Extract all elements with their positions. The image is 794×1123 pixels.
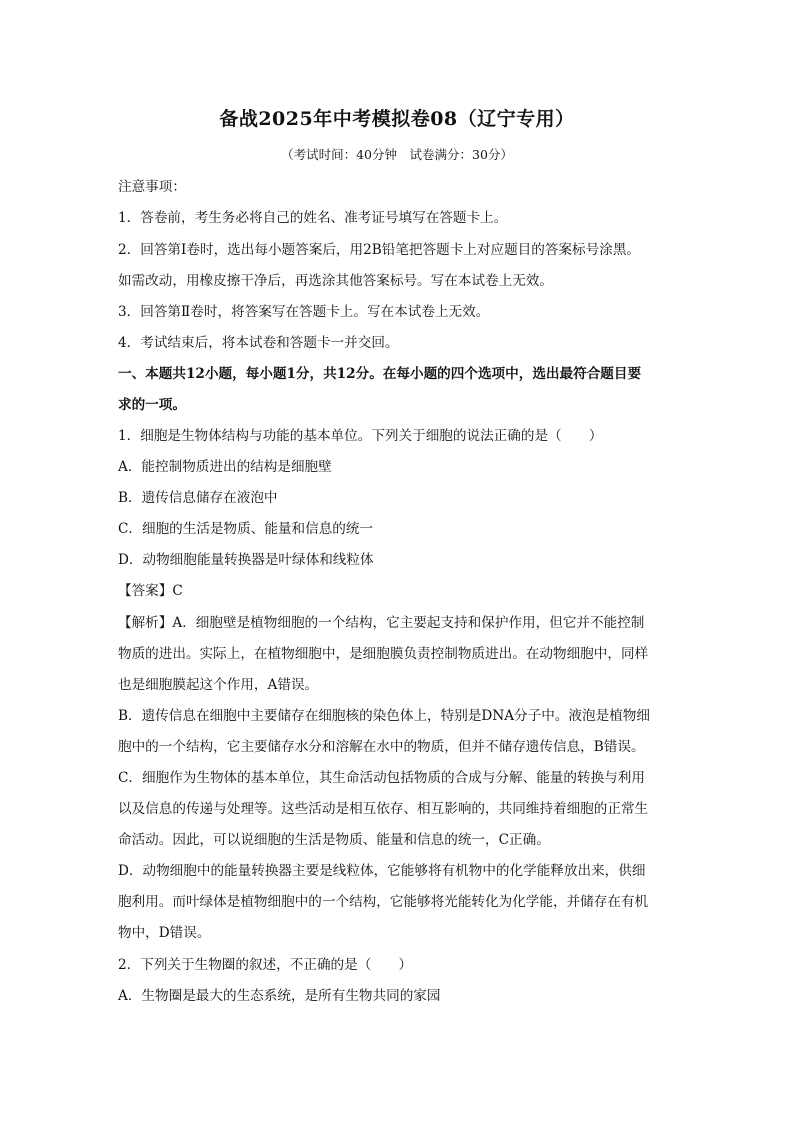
exam-info: （考试时间：40分钟 试卷满分：30分） (281, 147, 513, 162)
analysis-line: B．遗传信息在细胞中主要储存在细胞核的染色体上，特别是DNA分子中。液泡是植物细 (118, 708, 650, 724)
question-option: A．能控制物质进出的结构是细胞壁 (118, 459, 332, 475)
question-option: D．动物细胞能量转换器是叶绿体和线粒体 (118, 552, 374, 568)
answer-line: 【答案】C (118, 583, 183, 599)
analysis-line: 以及信息的传递与处理等。这些活动是相互依存、相互影响的，共同维持着细胞的正常生 (118, 801, 649, 817)
section-heading: 一、本题共12小题，每小题1分，共12分。在每小题的四个选项中，选出最符合题目要 (118, 366, 642, 382)
question-stem: 2．下列关于生物圈的叙述，不正确的是（ ） (118, 957, 413, 973)
analysis-line: 命活动。因此，可以说细胞的生活是物质、能量和信息的统一，C正确。 (118, 832, 550, 848)
notice-item: 2．回答第Ⅰ卷时，选出每小题答案后，用2B铅笔把答题卡上对应题目的答案标号涂黑。 (118, 242, 641, 258)
notice-heading: 注意事项： (118, 179, 186, 195)
analysis-line: 胞利用。而叶绿体是植物细胞中的一个结构，它能够将光能转化为化学能，并储存在有机 (118, 894, 649, 910)
analysis-line: 【解析】A．细胞壁是植物细胞的一个结构，它主要起支持和保护作用，但它并不能控制 (118, 615, 645, 631)
notice-item: 如需改动，用橡皮擦干净后，再选涂其他答案标号。写在本试卷上无效。 (118, 273, 553, 289)
analysis-line: D．动物细胞中的能量转换器主要是线粒体，它能够将有机物中的化学能释放出来，供细 (118, 863, 646, 879)
analysis-line: 也是细胞膜起这个作用，A错误。 (118, 677, 319, 693)
analysis-line: 物质的进出。实际上，在植物细胞中，是细胞膜负责控制物质进出。在动物细胞中，同样 (118, 646, 649, 662)
analysis-line: C．细胞作为生物体的基本单位，其生命活动包括物质的合成与分解、能量的转换与利用 (118, 770, 645, 786)
notice-item: 1．答卷前，考生务必将自己的姓名、准考证号填写在答题卡上。 (118, 210, 508, 226)
question-option: B．遗传信息储存在液泡中 (118, 490, 278, 506)
section-heading: 求的一项。 (118, 397, 186, 413)
notice-item: 4．考试结束后，将本试卷和答题卡一并交回。 (118, 335, 399, 351)
page-title: 备战2025年中考模拟卷08（辽宁专用） (219, 108, 575, 130)
question-stem: 1．细胞是生物体结构与功能的基本单位。下列关于细胞的说法正确的是（ ） (118, 428, 603, 444)
question-option: A．生物圈是最大的生态系统，是所有生物共同的家园 (118, 988, 441, 1004)
analysis-line: 物中，D错误。 (118, 925, 211, 941)
question-option: C．细胞的生活是物质、能量和信息的统一 (118, 521, 374, 537)
analysis-line: 胞中的一个结构，它主要储存水分和溶解在水中的物质，但并不储存遗传信息，B错误。 (118, 739, 645, 755)
notice-item: 3．回答第Ⅱ卷时，将答案写在答题卡上。写在本试卷上无效。 (118, 304, 490, 320)
